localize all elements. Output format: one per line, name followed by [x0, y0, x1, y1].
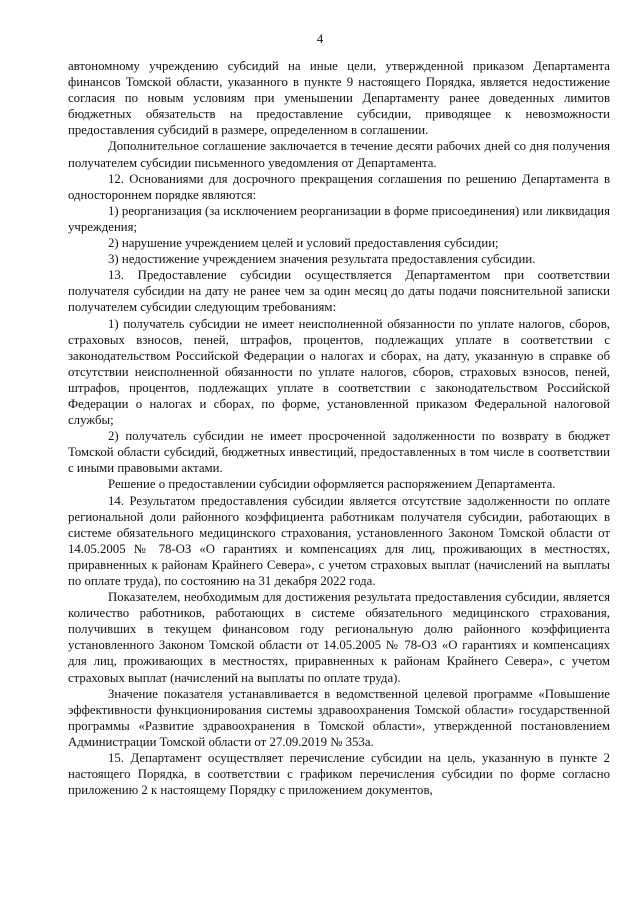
paragraph-12-item-1: 1) реорганизация (за исключением реорганизации в форме присоединения) или ликвидация учреждения;	[68, 203, 610, 234]
paragraph-14: 14. Результатом предоставления субсидии является отсутствие задолженности по оплате региональной доли районного коэффициента работникам получателя субсидии, работающих в системе обязательного медицинского страхования, установленного Законом Томской области от 14.05.2005 № 78-ОЗ «О гарантиях и компенсациях для лиц, проживающих в местностях, приравненных к районам Крайнего Севера», с учетом страховых выплат (начислений на выплаты по оплате труда), по состоянию на 31 декабря 2022 года.	[68, 493, 610, 588]
document-body	[68, 58, 610, 798]
paragraph-12-item-2: 2) нарушение учреждением целей и условий предоставления субсидии;	[108, 236, 499, 251]
page-number: 4	[316, 31, 324, 46]
paragraph-13-item-2: 2) получатель субсидии не имеет просроченной задолженности по возврату в бюджет Томской области субсидий, бюджетных инвестиций, предоставленных в том числе в соответствии с иными правовыми актами.	[68, 429, 610, 476]
paragraph-decision: Решение о предоставлении субсидии оформляется распоряжением Департамента.	[108, 477, 556, 492]
paragraph-13: 13. Предоставление субсидии осуществляется Департаментом при соответствии получателя субсидии на дату не ранее чем за один месяц до даты подачи пояснительной записки получателем субсидии следующим требованиям:	[68, 268, 610, 315]
paragraph-12: 12. Основаниями для досрочного прекращения соглашения по решению Департамента в одностороннем порядке являются:	[68, 171, 610, 202]
paragraph-additional-agreement: Дополнительное соглашение заключается в течение десяти рабочих дней со дня получения получателем субсидии письменного уведомления от Департамента.	[68, 139, 610, 170]
paragraph-13-item-1: 1) получатель субсидии не имеет неисполненной обязанности по уплате налогов, сборов, страховых взносов, пеней, штрафов, процентов, подлежащих уплате в соответствии с законодательством Российской Федерации о налогах и сборах, на дату, указанную в справке об отсутствии неисполненной обязанности по уплате налогов, сборов, страховых взносов, пеней, штрафов, процентов, подлежащих уплате в соответствии с законодательством Российской Федерации о налогах и сборах, по форме, установленной приказом Федеральной налоговой службы;	[68, 316, 610, 428]
paragraph-indicator: Показателем, необходимым для достижения результата предоставления субсидии, является количество работников, работающих в системе обязательного медицинского страхования, получивших в текущем финансовом году региональную долю районного коэффициента установленного Законом Томской области от 14.05.2005 № 78-ОЗ «О гарантиях и компенсациях для лиц, проживающих в местностях, приравненных к районам Крайнего Севера», с учетом страховых выплат (начислений на выплаты по оплате труда).	[68, 590, 610, 685]
paragraph-15: 15. Департамент осуществляет перечисление субсидии на цель, указанную в пункте 2 настоящего Порядка, в соответствии с графиком перечисления субсидии по форме согласно приложению 2 к настоящему Порядку с приложением документов,	[68, 751, 610, 798]
paragraph-continuation: автономному учреждению субсидий на иные цели, утвержденной приказом Департамента финансов Томской области, указанного в пункте 9 настоящего Порядка, является недостижение согласия по новым условиям при уменьшении Департаменту ранее доведенных лимитов бюджетных обязательств на предоставление субсидии, приводящее к невозможности предоставления субсидий в размере, определенном в соглашении.	[68, 59, 610, 138]
paragraph-12-item-3: 3) недостижение учреждением значения результата предоставления субсидии.	[108, 252, 536, 267]
paragraph-indicator-value: Значение показателя устанавливается в ведомственной целевой программе «Повышение эффективности функционирования системы здравоохранения Томской области» государственной программы «Развитие здравоохранения в Томской области», утвержденной постановлением Администрации Томской области от 27.09.2019 № 353а.	[68, 686, 610, 749]
